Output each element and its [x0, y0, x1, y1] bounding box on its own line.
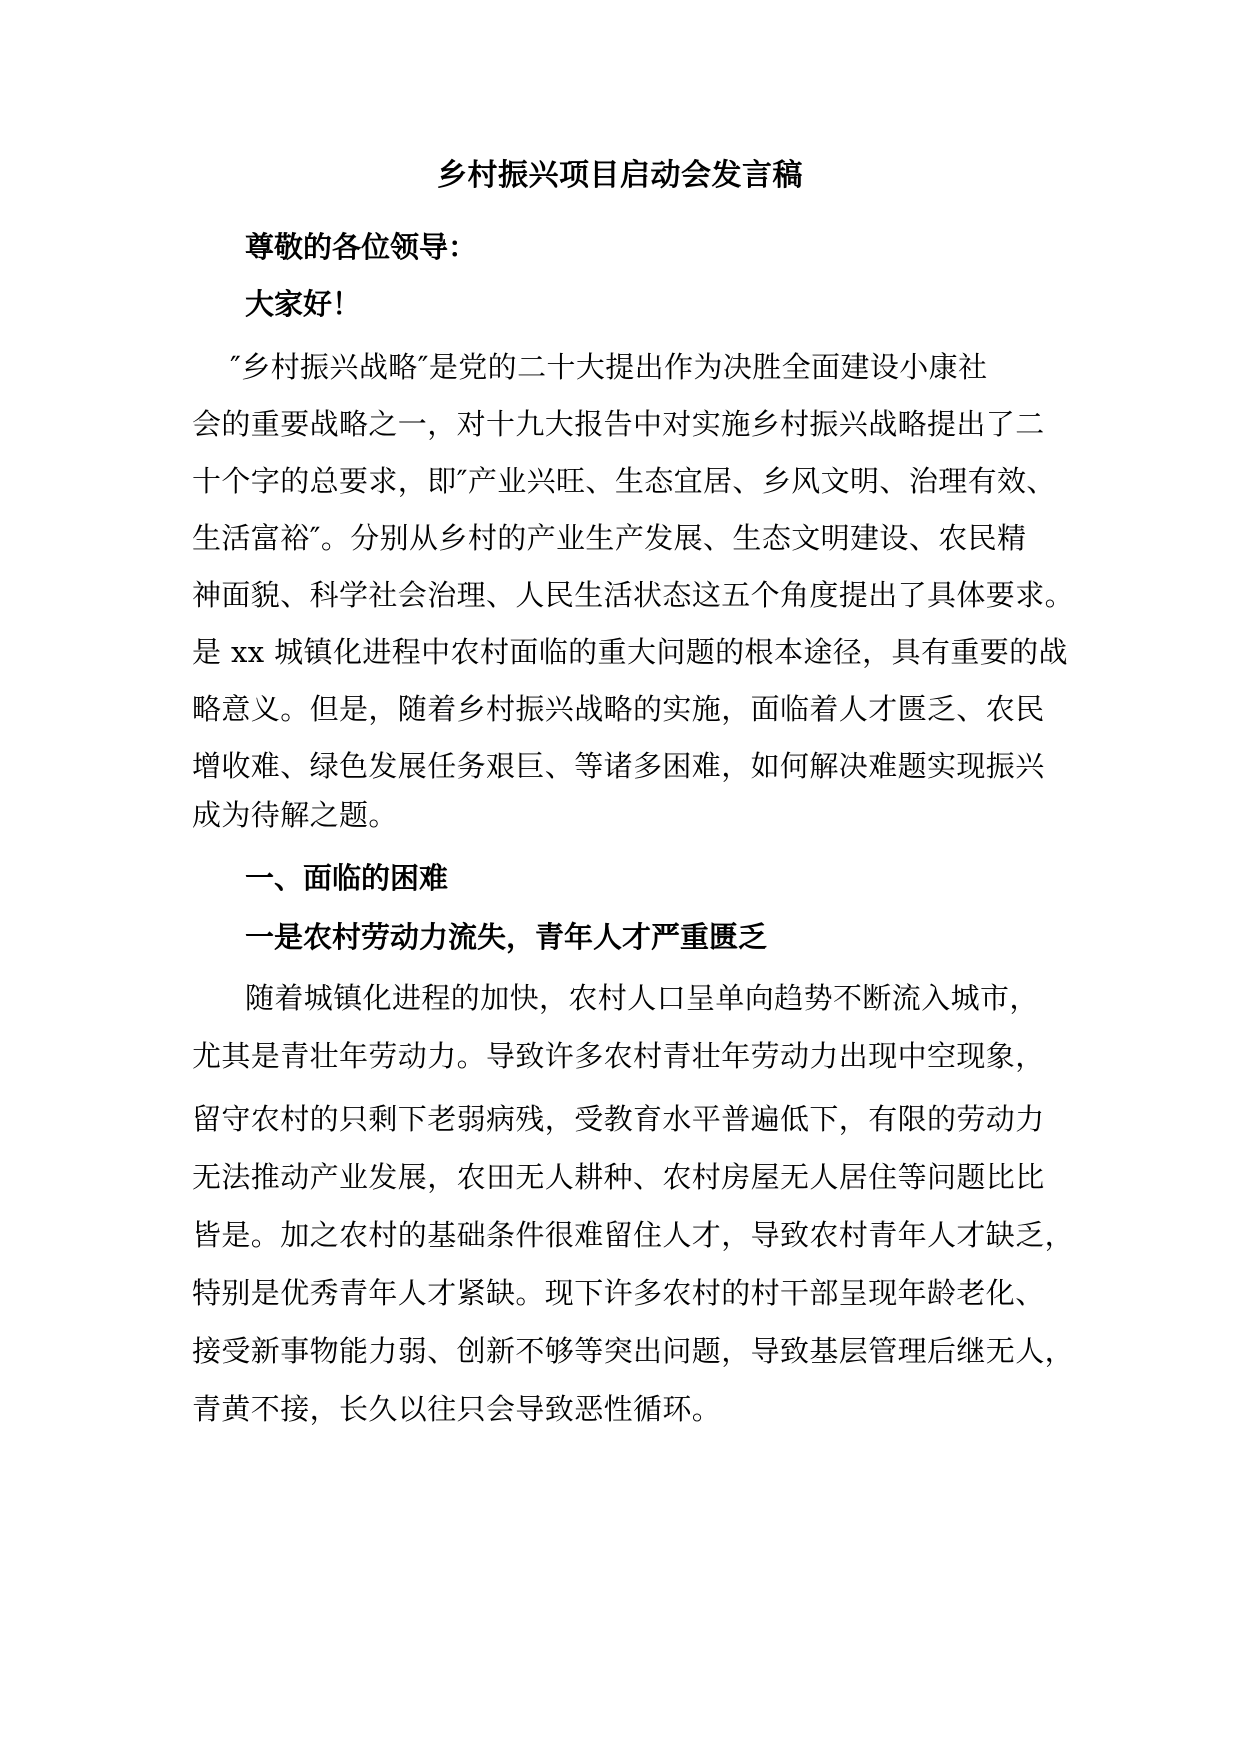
body-line: 皆是。加之农村的基础条件很难留住人才，导致农村青年人才缺乏， — [192, 1218, 1075, 1252]
intro-line: 增收难、绿色发展任务艰巨、等诸多困难，如何解决难题实现振兴 — [192, 749, 1045, 783]
document-title: 乡村振兴项目启动会发言稿 — [437, 158, 803, 193]
intro-line: 十个字的总要求，即″产业兴旺、生态宜居、乡风文明、治理有效、 — [192, 464, 1056, 498]
section-heading: 一、面临的困难 — [245, 861, 449, 895]
body-line: 接受新事物能力弱、创新不够等突出问题，导致基层管理后继无人， — [192, 1334, 1075, 1368]
intro-line: 成为待解之题。 — [192, 798, 398, 832]
greeting: 大家好！ — [245, 287, 362, 321]
intro-line: 会的重要战略之一，对十九大报告中对实施乡村振兴战略提出了二 — [192, 407, 1045, 441]
body-line: 随着城镇化进程的加快，农村人口呈单向趋势不断流入城市， — [245, 981, 1039, 1015]
body-line: 特别是优秀青年人才紧缺。现下许多农村的村干部呈现年龄老化、 — [192, 1276, 1045, 1310]
body-line: 尤其是青壮年劳动力。导致许多农村青壮年劳动力出现中空现象， — [192, 1039, 1045, 1073]
body-line: 青黄不接，长久以往只会导致恶性循环。 — [192, 1392, 722, 1426]
body-line: 留守农村的只剩下老弱病残，受教育水平普遍低下，有限的劳动力 — [192, 1102, 1045, 1136]
intro-line: ″乡村振兴战略″是党的二十大提出作为决胜全面建设小康社 — [230, 350, 988, 384]
intro-line: 略意义。但是，随着乡村振兴战略的实施，面临着人才匮乏、农民 — [192, 692, 1045, 726]
body-line: 无法推动产业发展，农田无人耕种、农村房屋无人居住等问题比比 — [192, 1160, 1045, 1194]
intro-line: 神面貌、科学社会治理、人民生活状态这五个角度提出了具体要求。 — [192, 578, 1075, 612]
subsection-heading: 一是农村劳动力流失，青年人才严重匮乏 — [245, 920, 768, 954]
intro-line: 是 xx 城镇化进程中农村面临的重大问题的根本途径，具有重要的战 — [192, 635, 1068, 669]
intro-line: 生活富裕″。分别从乡村的产业生产发展、生态文明建设、农民精 — [192, 521, 1027, 555]
salutation: 尊敬的各位领导： — [245, 230, 478, 264]
